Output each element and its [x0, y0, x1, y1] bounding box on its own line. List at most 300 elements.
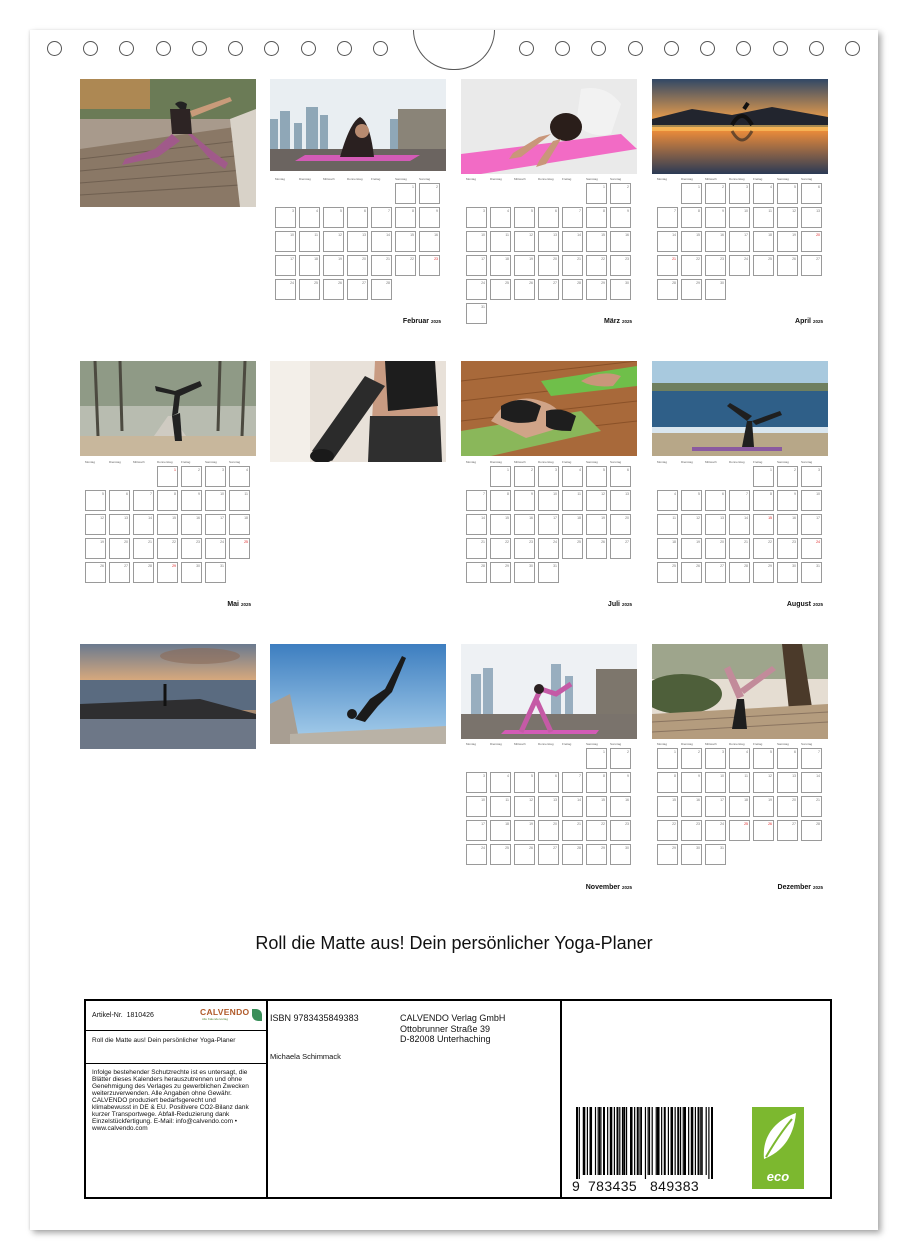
calvendo-tagline: Alle Kalenderverlag: [202, 1017, 229, 1021]
weekday-header: Mittwoch: [705, 460, 717, 464]
day-cell: 30: [681, 844, 702, 865]
day-cell: 17: [538, 514, 559, 535]
day-cell: 18: [753, 231, 774, 252]
binding-ring: [373, 41, 388, 56]
day-cell: 4: [729, 748, 750, 769]
barcode-bar: [668, 1107, 669, 1175]
barcode-bars: [572, 1107, 718, 1179]
day-cell: 28: [466, 562, 487, 583]
day-cell: 7: [562, 207, 583, 228]
weekday-header: Samstag: [205, 460, 217, 464]
photo-february-city-pose: [270, 79, 446, 171]
weekday-header: Samstag: [586, 177, 598, 181]
barcode-bar: [656, 1107, 657, 1175]
day-cell: 19: [753, 796, 774, 817]
day-cell: 4: [657, 490, 678, 511]
day-cell: 27: [538, 844, 559, 865]
day-cell: 20: [610, 514, 631, 535]
day-cell: 26: [681, 562, 702, 583]
eco-label: eco: [766, 1169, 790, 1184]
binding-ring: [301, 41, 316, 56]
day-cell: 16: [777, 514, 798, 535]
barcode-bar: [652, 1107, 653, 1175]
day-cell: 15: [753, 514, 774, 535]
weekday-header: Montag: [657, 460, 668, 464]
weekday-header: Mittwoch: [133, 460, 145, 464]
day-cell: 4: [753, 183, 774, 204]
binding-ring: [555, 41, 570, 56]
weekday-header: Donnerstag: [729, 177, 745, 181]
weekday-header: Dienstag: [681, 460, 693, 464]
day-cell: 18: [299, 255, 320, 276]
day-cell: 11: [729, 772, 750, 793]
day-cell: 22: [586, 820, 607, 841]
day-cell: 8: [395, 207, 416, 228]
weekday-header: Donnerstag: [538, 177, 554, 181]
day-cell: 18: [657, 538, 678, 559]
day-cell: 17: [729, 231, 750, 252]
weekday-header: Freitag: [562, 460, 572, 464]
article-label: Artikel-Nr.: [92, 1012, 123, 1019]
month-year: 2025: [621, 885, 632, 890]
month-label: [512, 601, 632, 608]
article-number: [92, 1012, 154, 1020]
day-cell: 8: [586, 772, 607, 793]
day-cell: 27: [610, 538, 631, 559]
day-cell: 3: [705, 748, 726, 769]
month-year: 2025: [621, 602, 632, 607]
day-cell: 9: [610, 207, 631, 228]
day-cell: 4: [490, 207, 511, 228]
barcode-bar: [683, 1107, 684, 1175]
day-cell: 15: [157, 514, 178, 535]
weekday-header: Sonntag: [801, 177, 813, 181]
weekday-header: Samstag: [777, 460, 789, 464]
eco-leaf-icon: [752, 1107, 804, 1169]
barcode-bar: [675, 1107, 676, 1175]
day-cell: 1: [586, 748, 607, 769]
barcode-bar: [649, 1107, 650, 1175]
weekday-header: Mittwoch: [514, 460, 526, 464]
barcode-bar: [706, 1107, 707, 1175]
day-cell: 16: [610, 796, 631, 817]
day-cell: 3: [801, 466, 822, 487]
weekday-header: Mittwoch: [705, 742, 717, 746]
photo-january-crescent-pose: [80, 79, 256, 207]
day-cell: 20: [801, 231, 822, 252]
binding-ring: [228, 41, 243, 56]
day-cell: 22: [586, 255, 607, 276]
barcode-bar: [684, 1107, 686, 1175]
weekday-header: Freitag: [753, 742, 763, 746]
month-name: November: [585, 884, 620, 891]
day-cell: 6: [109, 490, 130, 511]
day-cell: 19: [586, 514, 607, 535]
binding-ring: [83, 41, 98, 56]
day-cell: 21: [729, 538, 750, 559]
day-cell: 13: [610, 490, 631, 511]
day-cell: 23: [705, 255, 726, 276]
calendar-title: Roll die Matte aus! Dein persönlicher Yoga-Planer: [255, 933, 653, 953]
day-cell: 17: [205, 514, 226, 535]
day-cell: 22: [157, 538, 178, 559]
barcode-bar: [614, 1107, 615, 1175]
day-cell: 30: [777, 562, 798, 583]
barcode-bar: [579, 1107, 580, 1179]
binding-ring: [337, 41, 352, 56]
month-year: 2025: [430, 319, 441, 324]
barcode-bar: [661, 1107, 662, 1175]
barcode-bar: [634, 1107, 635, 1175]
weekday-header: Freitag: [371, 177, 381, 181]
day-cell: 12: [753, 772, 774, 793]
barcode-bar: [598, 1107, 599, 1175]
weekday-header: Sonntag: [610, 460, 622, 464]
day-cell: 22: [490, 538, 511, 559]
barcode-bar: [677, 1107, 679, 1175]
binding-ring: [700, 41, 715, 56]
barcode-digits-group2: 849383: [650, 1178, 700, 1194]
day-cell: 10: [275, 231, 296, 252]
day-cell: 26: [85, 562, 106, 583]
barcode-digit-first: 9: [572, 1178, 580, 1194]
weekday-header: Sonntag: [610, 742, 622, 746]
day-cell: 5: [323, 207, 344, 228]
day-cell: 11: [657, 514, 678, 535]
day-cell: 29: [657, 844, 678, 865]
day-cell: 12: [514, 796, 535, 817]
day-cell: 24: [729, 255, 750, 276]
weekday-header: Dienstag: [109, 460, 121, 464]
day-cell: 9: [705, 207, 726, 228]
barcode-bar: [619, 1107, 620, 1175]
weekday-header: Dienstag: [681, 177, 693, 181]
day-cell: 28: [371, 279, 392, 300]
day-cell: 9: [514, 490, 535, 511]
day-cell: 24: [538, 538, 559, 559]
day-cell: 10: [801, 490, 822, 511]
photo-july-group-class: [461, 361, 637, 456]
day-cell: 25: [753, 255, 774, 276]
day-cell: 10: [729, 207, 750, 228]
day-cell: 8: [490, 490, 511, 511]
month-name: Mai: [227, 601, 239, 608]
day-cell: 21: [466, 538, 487, 559]
day-cell: 9: [610, 772, 631, 793]
barcode: [572, 1107, 718, 1193]
publisher-line: Ottobrunner Straße 39: [400, 1023, 491, 1034]
day-cell: 21: [657, 255, 678, 276]
isbn: ISBN 9783435849383: [270, 1013, 359, 1023]
article-number-value: 1810426: [126, 1012, 154, 1019]
day-cell: 19: [777, 231, 798, 252]
day-cell: 10: [705, 772, 726, 793]
day-cell: 13: [801, 207, 822, 228]
weekday-header: Freitag: [562, 177, 572, 181]
day-cell: 19: [514, 820, 535, 841]
day-cell: 31: [466, 303, 487, 324]
weekday-header: Donnerstag: [347, 177, 363, 181]
day-cell: 28: [562, 844, 583, 865]
day-cell: 24: [466, 279, 487, 300]
barcode-bar: [607, 1107, 608, 1175]
day-cell: 17: [705, 796, 726, 817]
weekday-header: Montag: [275, 177, 286, 181]
weekday-header: Samstag: [777, 177, 789, 181]
day-cell: 25: [299, 279, 320, 300]
day-cell: 25: [490, 279, 511, 300]
calvendo-logo: [196, 1007, 262, 1025]
day-cell: 30: [514, 562, 535, 583]
day-cell: 5: [777, 183, 798, 204]
day-cell: 20: [347, 255, 368, 276]
day-cell: 30: [610, 844, 631, 865]
day-cell: 9: [681, 772, 702, 793]
barcode-bar: [637, 1107, 639, 1175]
barcode-bar: [600, 1107, 601, 1175]
day-cell: 21: [801, 796, 822, 817]
publisher-address: [400, 1013, 505, 1045]
day-cell: 2: [419, 183, 440, 204]
day-cell: 15: [490, 514, 511, 535]
weekday-header: Dienstag: [490, 177, 502, 181]
day-cell: 18: [229, 514, 250, 535]
binding-ring: [519, 41, 534, 56]
binding-ring: [809, 41, 824, 56]
day-cell: 19: [681, 538, 702, 559]
weekday-header: Sonntag: [610, 177, 622, 181]
day-cell: 1: [586, 183, 607, 204]
eco-badge: [752, 1107, 804, 1189]
day-cell: 28: [729, 562, 750, 583]
day-cell: 29: [586, 279, 607, 300]
publisher-line: D-82008 Unterhaching: [400, 1034, 491, 1044]
day-cell: 1: [753, 466, 774, 487]
day-cell: 26: [753, 820, 774, 841]
weekday-header: Sonntag: [419, 177, 431, 181]
day-cell: 15: [395, 231, 416, 252]
day-cell: 30: [181, 562, 202, 583]
binding-ring: [845, 41, 860, 56]
day-cell: 12: [514, 231, 535, 252]
day-cell: 2: [777, 466, 798, 487]
day-cell: 7: [657, 207, 678, 228]
weekday-header: Mittwoch: [514, 177, 526, 181]
day-cell: 9: [419, 207, 440, 228]
day-cell: 24: [466, 844, 487, 865]
day-cell: 25: [657, 562, 678, 583]
day-cell: 24: [801, 538, 822, 559]
month-label: [512, 884, 632, 891]
day-cell: 11: [562, 490, 583, 511]
day-cell: 7: [801, 748, 822, 769]
day-cell: 17: [275, 255, 296, 276]
day-cell: 17: [466, 820, 487, 841]
month-name: April: [795, 318, 811, 325]
day-cell: 23: [610, 255, 631, 276]
day-cell: 14: [729, 514, 750, 535]
day-cell: 5: [586, 466, 607, 487]
day-cell: 20: [777, 796, 798, 817]
weekday-header: Montag: [657, 742, 668, 746]
day-cell: 5: [85, 490, 106, 511]
binding-ring: [628, 41, 643, 56]
publisher-line: CALVENDO Verlag GmbH: [400, 1013, 506, 1023]
weekday-header: Freitag: [753, 460, 763, 464]
weekday-header: Donnerstag: [157, 460, 173, 464]
day-cell: 14: [801, 772, 822, 793]
month-year: 2025: [812, 885, 823, 890]
day-cell: 2: [705, 183, 726, 204]
month-year: 2025: [812, 319, 823, 324]
day-cell: 16: [419, 231, 440, 252]
day-cell: 25: [229, 538, 250, 559]
binding-ring: [664, 41, 679, 56]
day-cell: 4: [562, 466, 583, 487]
binding-ring: [47, 41, 62, 56]
weekday-header: Samstag: [586, 742, 598, 746]
weekday-header: Donnerstag: [729, 460, 745, 464]
day-cell: 11: [753, 207, 774, 228]
day-cell: 12: [681, 514, 702, 535]
day-cell: 28: [657, 279, 678, 300]
day-cell: 26: [514, 279, 535, 300]
day-cell: 15: [586, 796, 607, 817]
binding-ring: [773, 41, 788, 56]
barcode-bar: [698, 1107, 700, 1175]
divider: [86, 1030, 266, 1031]
barcode-bar: [692, 1107, 693, 1175]
day-cell: 12: [85, 514, 106, 535]
day-cell: 2: [681, 748, 702, 769]
month-label: [703, 318, 823, 325]
day-cell: 10: [466, 231, 487, 252]
day-cell: 22: [681, 255, 702, 276]
day-cell: 28: [801, 820, 822, 841]
weekday-header: Sonntag: [229, 460, 241, 464]
day-cell: 14: [133, 514, 154, 535]
photo-may-handstand-park: [80, 361, 256, 456]
day-cell: 22: [657, 820, 678, 841]
day-cell: 14: [466, 514, 487, 535]
day-cell: 27: [705, 562, 726, 583]
photo-april-sunset-lake: [652, 79, 828, 174]
day-cell: 3: [275, 207, 296, 228]
day-cell: 22: [395, 255, 416, 276]
day-cell: 21: [133, 538, 154, 559]
binding-ring: [736, 41, 751, 56]
day-cell: 5: [681, 490, 702, 511]
imprint-column-publisher: [266, 1001, 562, 1197]
day-cell: 10: [466, 796, 487, 817]
day-cell: 11: [490, 796, 511, 817]
weekday-header: Donnerstag: [538, 460, 554, 464]
divider: [86, 1063, 266, 1064]
weekday-header: Montag: [466, 742, 477, 746]
month-label: [512, 318, 632, 325]
day-cell: 12: [777, 207, 798, 228]
day-cell: 31: [705, 844, 726, 865]
binding-ring: [591, 41, 606, 56]
day-cell: 13: [538, 796, 559, 817]
day-cell: 2: [181, 466, 202, 487]
day-cell: 8: [681, 207, 702, 228]
binding-ring: [156, 41, 171, 56]
barcode-bar: [599, 1107, 600, 1175]
imprint-column-article: [86, 1001, 268, 1197]
month-label: [131, 601, 251, 608]
day-cell: 1: [657, 748, 678, 769]
day-cell: 11: [229, 490, 250, 511]
binding-ring: [192, 41, 207, 56]
day-cell: 27: [777, 820, 798, 841]
day-cell: 21: [562, 820, 583, 841]
day-cell: 24: [275, 279, 296, 300]
weekday-header: Dienstag: [299, 177, 311, 181]
weekday-header: Montag: [466, 460, 477, 464]
day-cell: 13: [705, 514, 726, 535]
weekday-header: Samstag: [586, 460, 598, 464]
weekday-header: Dienstag: [490, 742, 502, 746]
day-cell: 6: [610, 466, 631, 487]
day-cell: 11: [299, 231, 320, 252]
day-cell: 23: [181, 538, 202, 559]
barcode-bar: [622, 1107, 623, 1175]
day-cell: 12: [586, 490, 607, 511]
barcode-bar: [641, 1107, 642, 1175]
day-cell: 3: [205, 466, 226, 487]
day-cell: 6: [347, 207, 368, 228]
day-cell: 7: [562, 772, 583, 793]
day-cell: 29: [681, 279, 702, 300]
day-cell: 3: [466, 772, 487, 793]
day-cell: 23: [777, 538, 798, 559]
day-cell: 26: [514, 844, 535, 865]
weekday-header: Dienstag: [681, 742, 693, 746]
day-cell: 30: [705, 279, 726, 300]
day-cell: 27: [109, 562, 130, 583]
month-label: [703, 601, 823, 608]
photo-march-childs-pose: [461, 79, 637, 174]
weekday-header: Samstag: [395, 177, 407, 181]
day-cell: 27: [538, 279, 559, 300]
binding-ring: [119, 41, 134, 56]
barcode-bar: [617, 1107, 619, 1175]
day-cell: 10: [205, 490, 226, 511]
day-cell: 16: [514, 514, 535, 535]
day-cell: 29: [490, 562, 511, 583]
day-cell: 20: [705, 538, 726, 559]
day-cell: 7: [133, 490, 154, 511]
month-name: Juli: [607, 601, 620, 608]
day-cell: 13: [777, 772, 798, 793]
day-cell: 8: [157, 490, 178, 511]
barcode-bar: [626, 1107, 627, 1175]
day-cell: 9: [777, 490, 798, 511]
barcode-bar: [700, 1107, 701, 1175]
day-cell: 6: [538, 207, 559, 228]
day-cell: 23: [681, 820, 702, 841]
day-cell: 11: [490, 231, 511, 252]
day-cell: 14: [562, 231, 583, 252]
barcode-bar: [648, 1107, 649, 1175]
day-cell: 28: [562, 279, 583, 300]
day-cell: 25: [729, 820, 750, 841]
binding-ring: [264, 41, 279, 56]
month-name: August: [786, 601, 811, 608]
day-cell: 6: [538, 772, 559, 793]
day-cell: 7: [371, 207, 392, 228]
